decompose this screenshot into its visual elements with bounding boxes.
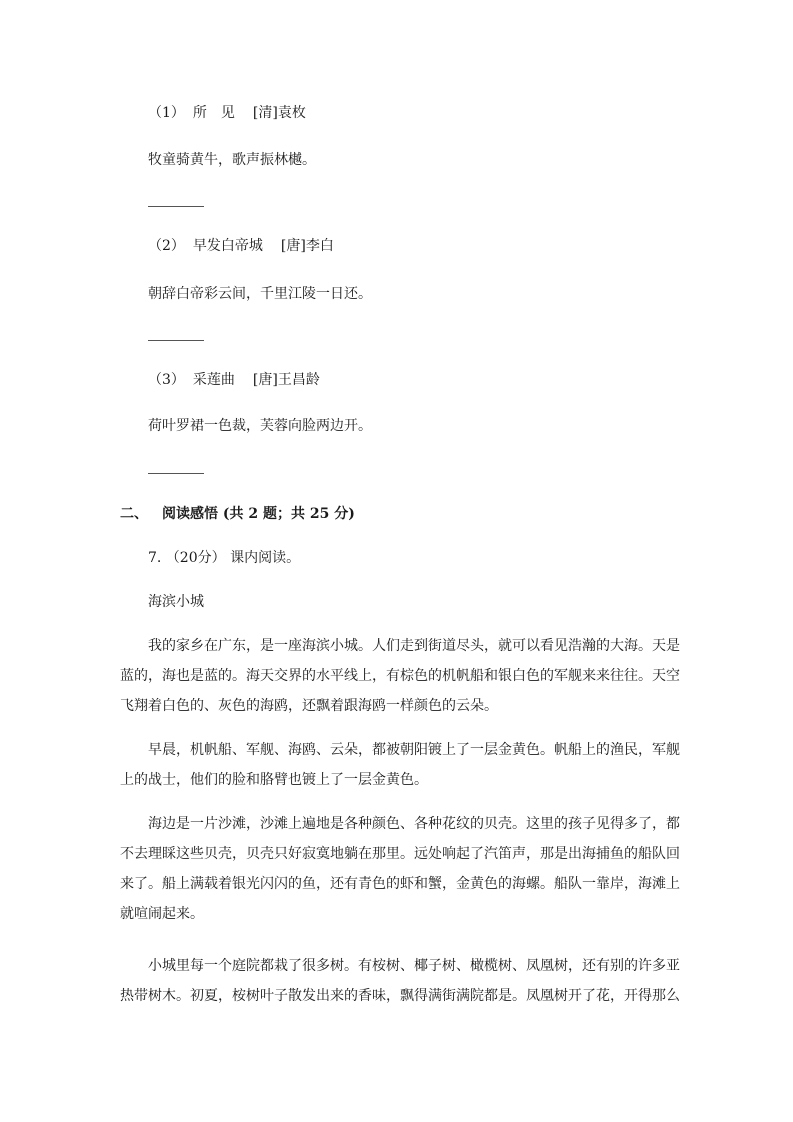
poem-3-author: [唐]王昌龄 [252,372,320,388]
passage-title: 海滨小城 [148,594,204,610]
passage-line: 来了。船上满载着银光闪闪的鱼，还有青色的虾和蟹，金黄色的海螺。船队一靠岸，海滩上 [120,876,680,892]
poem-2-author: [唐]李白 [280,238,334,254]
poem-1-number: （1） [148,105,185,121]
poem-3-title: 采莲曲 [192,372,235,388]
passage-line: 小城里每一个庭院都栽了很多树。有桉树、椰子树、橄榄树、凤凰树，还有别的许多亚 [148,958,680,974]
poem-2-title: 早发白帝城 [192,238,263,254]
poem-2-answer-blank[interactable] [148,340,204,341]
section-number: 二、 [120,506,148,522]
poem-1-title: 所 见 [192,105,235,121]
section-heading [120,504,355,524]
passage-line: 早晨，机帆船、军舰、海鸥、云朵，都被朝阳镀上了一层金黄色。帆船上的渔民，军舰 [148,742,680,758]
poem-1-line: 牧童骑黄牛，歌声振林樾。 [148,152,316,168]
poem-3-answer-blank[interactable] [148,473,204,474]
passage-line: 我的家乡在广东，是一座海滨小城。人们走到街道尽头，就可以看见浩瀚的大海。天是 [148,638,680,654]
passage-line: 不去理睬这些贝壳，贝壳只好寂寞地躺在那里。远处响起了汽笛声，那是出海捕鱼的船队回 [120,846,680,862]
poem-2-heading [148,236,334,256]
passage-line: 就喧闹起来。 [120,906,204,922]
poem-1-author: [清]袁枚 [252,105,306,121]
passage-line: 热带树木。初夏，桉树叶子散发出来的香味，飘得满街满院都是。凤凰树开了花，开得那么 [120,988,680,1004]
poem-1-heading [148,103,306,123]
passage-line: 蓝的，海也是蓝的。海天交界的水平线上，有棕色的机帆船和银白色的军舰来来往往。天空 [120,668,680,684]
section-title: 阅读感悟 (共 2 题；共 25 分) [162,506,355,522]
poem-3-heading [148,370,320,390]
passage-line: 海边是一片沙滩，沙滩上遍地是各种颜色、各种花纹的贝壳。这里的孩子见得多了，都 [148,816,680,832]
question-label: 7. （20分） 课内阅读。 [148,550,301,566]
poem-1-answer-blank[interactable] [148,206,204,207]
poem-3-line: 荷叶罗裙一色裁，芙蓉向脸两边开。 [148,418,372,434]
passage-line: 飞翔着白色的、灰色的海鸥，还飘着跟海鸥一样颜色的云朵。 [120,698,498,714]
poem-3-number: （3） [148,372,185,388]
passage-line: 上的战士，他们的脸和胳臂也镀上了一层金黄色。 [120,772,428,788]
poem-2-number: （2） [148,238,185,254]
poem-2-line: 朝辞白帝彩云间，千里江陵一日还。 [148,286,372,302]
